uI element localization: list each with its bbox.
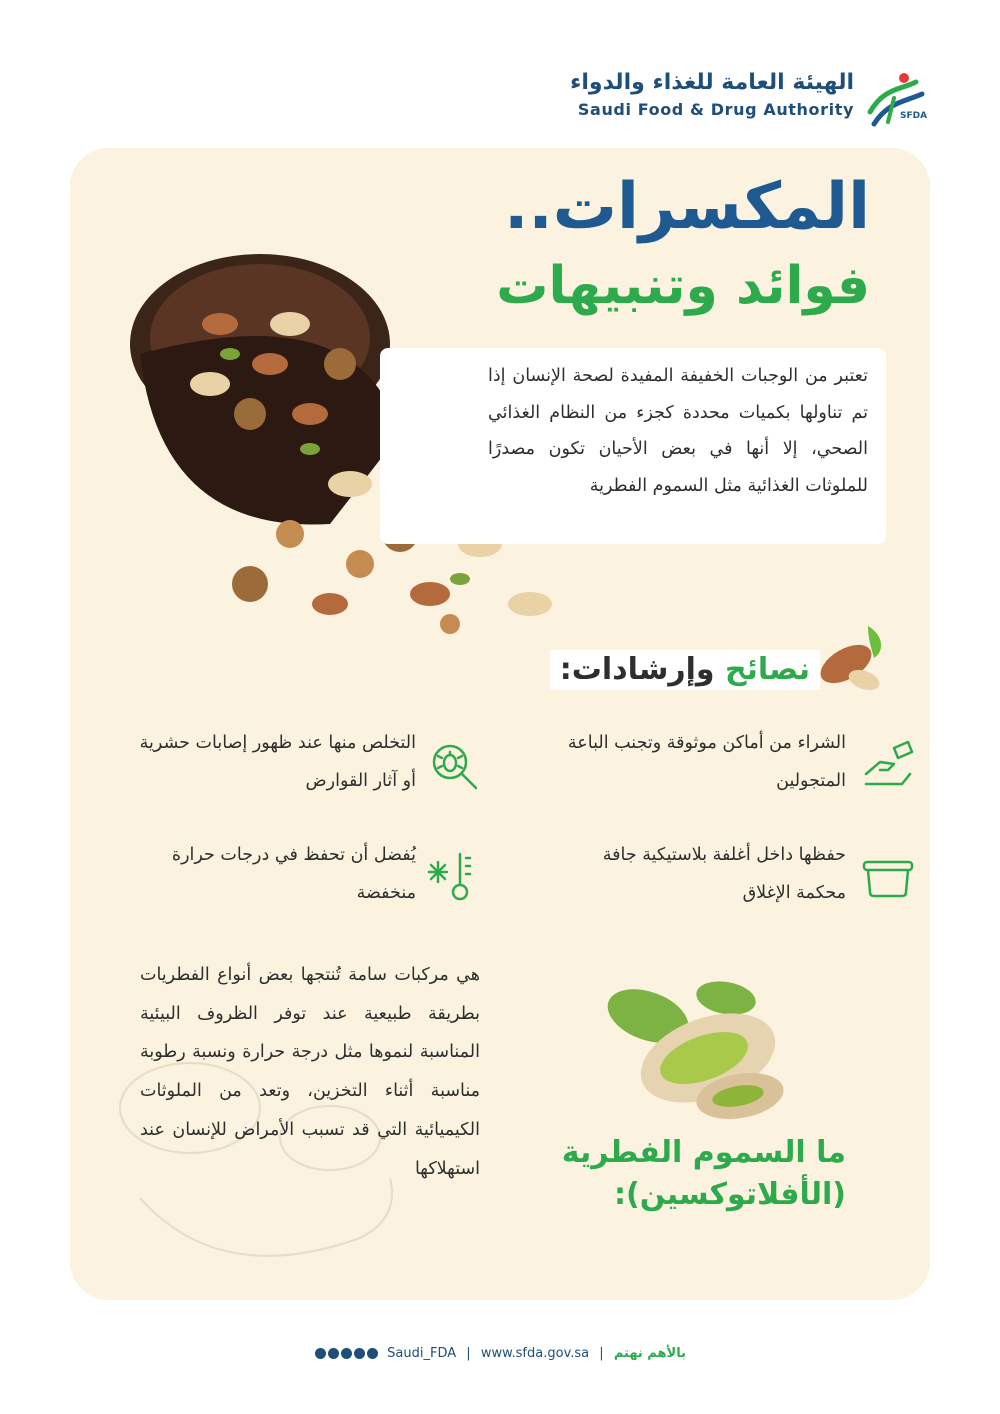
- thermometer-snowflake-icon: [426, 848, 482, 904]
- social-icons[interactable]: [314, 1346, 379, 1361]
- intro-box: [380, 348, 886, 544]
- footer-handle[interactable]: Saudi_FDA: [387, 1346, 457, 1361]
- aflatoxin-heading: [562, 1132, 846, 1216]
- snapchat-icon[interactable]: [328, 1348, 339, 1359]
- aflatoxin-description: هي مركبات سامة تُنتجها بعض أنواع الفطريات بطريقة طبيعية عند توفر الظروف البيئية المناسبة لنموها مثل درجة حرارة ونسبة رطوبة مناسبة أثناء التخزين، وتعد من الملوثات الكيميائية التي قد تسبب الأمراض للإنسان عند استهلاكها: [140, 965, 480, 1179]
- container-icon: [860, 848, 916, 904]
- twitter-icon[interactable]: [315, 1348, 326, 1359]
- sfda-logo-icon: [864, 68, 930, 128]
- tip-discard-text: التخلص منها عند ظهور إصابات حشرية أو آثار القوارض: [139, 733, 416, 791]
- footer-website-link[interactable]: www.sfda.gov.sa: [480, 1346, 590, 1361]
- instagram-icon[interactable]: [341, 1348, 352, 1359]
- logo-mark-text: SFDA: [900, 111, 928, 121]
- tips-heading-rest: وإرشادات:: [559, 652, 726, 687]
- footer-separator-2: |: [599, 1346, 604, 1361]
- pistachio-illustration: [600, 978, 810, 1128]
- sfda-logo: [570, 66, 930, 130]
- hand-purchase-icon: [860, 738, 916, 794]
- footer-tagline: بالأهم نهتم: [613, 1346, 686, 1361]
- aflatoxin-heading-line1: ما السموم الفطرية: [561, 1135, 846, 1170]
- tip-purchase-text: الشراء من أماكن موثوقة وتجنب الباعة المتجولين: [567, 733, 846, 791]
- youtube-icon[interactable]: [354, 1348, 365, 1359]
- page-title: المكسرات..: [504, 170, 870, 244]
- logo-english-name: Saudi Food & Drug Authority: [577, 100, 854, 119]
- tips-heading-green: نصائح: [725, 652, 810, 687]
- facebook-icon[interactable]: [367, 1348, 378, 1359]
- tips-heading: [550, 650, 820, 690]
- tip-temperature-text: يُفضل أن تحفظ في درجات حرارة منخفضة: [171, 845, 416, 903]
- page-subtitle: فوائد وتنبيهات: [496, 256, 870, 316]
- footer: [0, 1346, 1000, 1361]
- tip-storage-text: حفظها داخل أغلفة بلاستيكية جافة محكمة الإغلاق: [602, 845, 846, 903]
- main-card: [70, 148, 930, 1300]
- intro-text: تعتبر من الوجبات الخفيفة المفيدة لصحة الإنسان إذا تم تناولها بكميات محددة كجزء من النظام الغذائي الصحي، إلا أنها في بعض الأحيان تكون مصدرًا للملوثات الغذائية مثل السموم الفطرية: [488, 366, 868, 496]
- almond-icon: [812, 620, 894, 702]
- logo-arabic-name: الهيئة العامة للغذاء والدواء: [570, 70, 854, 95]
- aflatoxin-heading-line2: (الأفلاتوكسين):: [614, 1177, 846, 1212]
- footer-separator-1: |: [466, 1346, 471, 1361]
- bug-magnifier-icon: [426, 738, 482, 794]
